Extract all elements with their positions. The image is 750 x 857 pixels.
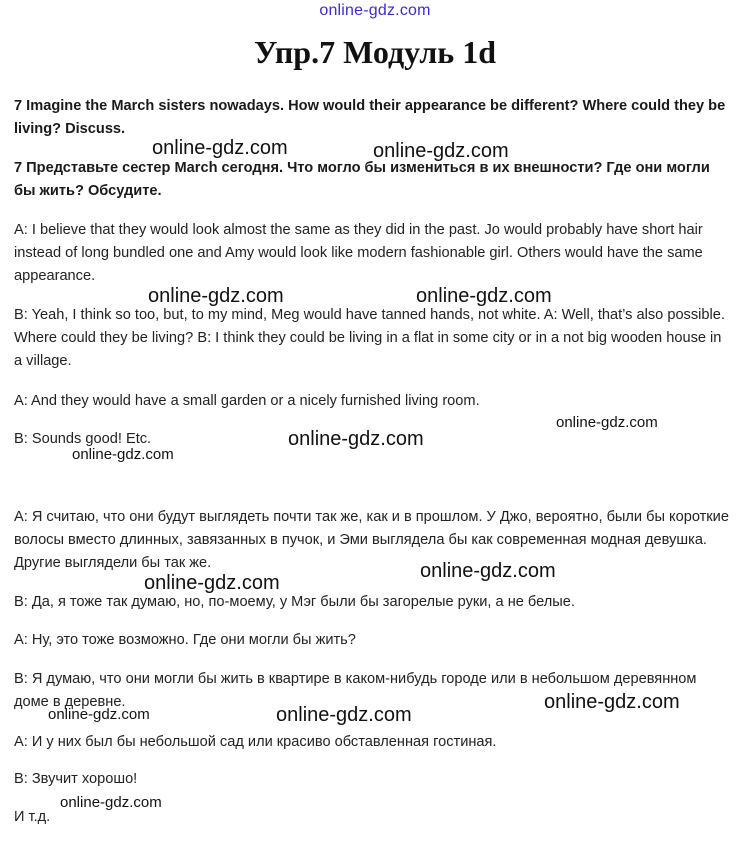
watermark: online-gdz.com (148, 285, 284, 307)
watermark: online-gdz.com (276, 704, 412, 726)
watermark: online-gdz.com (72, 446, 174, 463)
watermark: online-gdz.com (416, 285, 552, 307)
dialogue-ru-2: B: Да, я тоже так думаю, но, по-моему, у Мэг были бы загорелые руки, а не белые. (14, 594, 575, 610)
dialogue-ru-6: B: Звучит хорошо! (14, 771, 138, 787)
dialogue-en-1: A: I believe that they would look almost the same as they did in the past. Jo would probably have short hair instead of long bundled one and Amy would look like modern fashionable girl. Others would have the same appearance. (14, 222, 703, 284)
dialogue-ru-1: A: Я считаю, что они будут выглядеть почти так же, как и в прошлом. У Джо, вероятно, были бы короткие волосы вместо длинных, завязанных в пучок, и Эми выглядела бы как современная модная девушка. Другие выглядели бы так же. (14, 509, 729, 571)
watermark: online-gdz.com (152, 137, 288, 159)
task-russian: 7 Представьте сестер March сегодня. Что могло бы измениться в их внешности? Где они могли бы жить? Обсудите. (14, 160, 710, 199)
watermark: online-gdz.com (144, 572, 280, 594)
task-english: 7 Imagine the March sisters nowadays. How would their appearance be different? Where could they be living? Discuss. (14, 98, 726, 137)
watermark: online-gdz.com (60, 794, 162, 811)
watermark: online-gdz.com (373, 140, 509, 162)
page-title: Упр.7 Модуль 1d (253, 34, 496, 70)
dialogue-ru-5: A: И у них был бы небольшой сад или красиво обставленная гостиная. (14, 734, 497, 750)
dialogue-ru-3: A: Ну, это тоже возможно. Где они могли бы жить? (14, 632, 356, 648)
watermark: online-gdz.com (288, 428, 424, 450)
watermark: online-gdz.com (544, 691, 680, 713)
watermark: online-gdz.com (420, 560, 556, 582)
site-watermark: online-gdz.com (319, 2, 431, 19)
dialogue-en-2: B: Yeah, I think so too, but, to my mind, Meg would have tanned hands, not white. A: Well, that’s also possible. Where could they be living? B: I think they could be living in a flat in some city or in a not big wooden house in a village. (14, 307, 725, 369)
dialogue-ru-7: И т.д. (14, 809, 51, 825)
dialogue-en-3: A: And they would have a small garden or a nicely furnished living room. (14, 393, 480, 409)
dialogue-ru-4: B: Я думаю, что они могли бы жить в квартире в каком-нибудь городе или в небольшом деревянном доме в деревне. (14, 671, 697, 710)
watermark: online-gdz.com (48, 706, 150, 723)
dialogue-en-4: B: Sounds good! Etc. (14, 431, 152, 447)
watermark: online-gdz.com (556, 414, 658, 431)
